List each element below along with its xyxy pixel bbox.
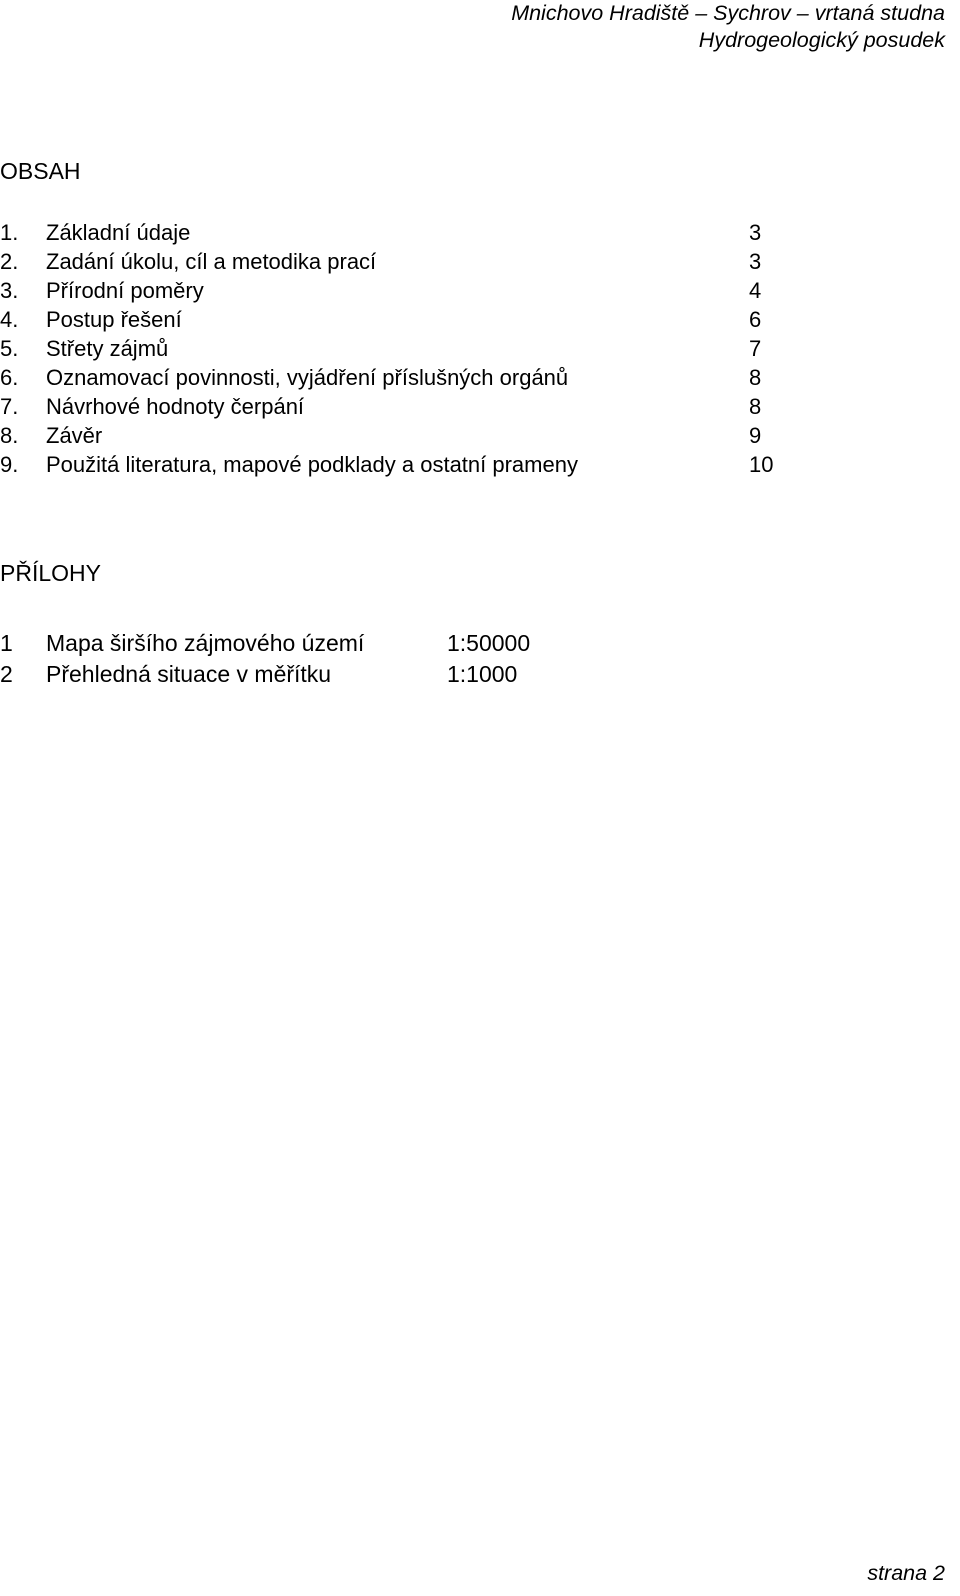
- appendices-title: PŘÍLOHY: [0, 560, 101, 586]
- appendices-list: [0, 628, 600, 690]
- header-subtitle: Hydrogeologický posudek: [698, 28, 945, 52]
- toc-item: [0, 392, 780, 421]
- toc-item-number: 7.: [0, 394, 19, 419]
- toc-item: [0, 305, 780, 334]
- toc-item: [0, 334, 780, 363]
- toc-item-page: 8: [749, 394, 762, 419]
- toc-item: [0, 363, 780, 392]
- appendix-scale: 1:50000: [447, 630, 531, 656]
- toc-item-page: 10: [749, 452, 774, 477]
- appendix-number: 1: [0, 630, 13, 656]
- page-number: strana 2: [867, 1561, 945, 1585]
- appendix-label: Přehledná situace v měřítku: [46, 661, 332, 687]
- toc-item: [0, 276, 780, 305]
- toc-item-page: 9: [749, 423, 762, 448]
- contents-title: OBSAH: [0, 158, 81, 184]
- table-of-contents: [0, 218, 780, 479]
- toc-item-label: Oznamovací povinnosti, vyjádření příslušných orgánů: [46, 365, 569, 390]
- toc-item-label: Závěr: [46, 423, 103, 448]
- toc-item-label: Přírodní poměry: [46, 278, 204, 303]
- toc-item-number: 5.: [0, 336, 19, 361]
- toc-item-page: 3: [749, 220, 762, 245]
- toc-item-page: 3: [749, 249, 762, 274]
- toc-item-number: 2.: [0, 249, 19, 274]
- appendix-item: [0, 628, 600, 659]
- appendix-number: 2: [0, 661, 13, 687]
- toc-item: [0, 421, 780, 450]
- toc-item-label: Postup řešení: [46, 307, 182, 332]
- toc-item: [0, 450, 780, 479]
- header-title: Mnichovo Hradiště – Sychrov – vrtaná studna: [511, 1, 945, 25]
- appendix-item: [0, 659, 600, 690]
- toc-item-number: 8.: [0, 423, 19, 448]
- appendix-scale: 1:1000: [447, 661, 518, 687]
- toc-item-page: 6: [749, 307, 762, 332]
- toc-item-label: Návrhové hodnoty čerpání: [46, 394, 305, 419]
- document-header: [511, 0, 945, 54]
- toc-item-number: 3.: [0, 278, 19, 303]
- toc-item-label: Použitá literatura, mapové podklady a ostatní prameny: [46, 452, 578, 477]
- toc-item-number: 1.: [0, 220, 19, 245]
- toc-item-number: 4.: [0, 307, 19, 332]
- toc-item: [0, 247, 780, 276]
- toc-item-label: Základní údaje: [46, 220, 191, 245]
- toc-item-page: 4: [749, 278, 762, 303]
- toc-item: [0, 218, 780, 247]
- toc-item-page: 7: [749, 336, 762, 361]
- toc-item-number: 9.: [0, 452, 19, 477]
- toc-item-number: 6.: [0, 365, 19, 390]
- toc-item-label: Střety zájmů: [46, 336, 169, 361]
- toc-item-label: Zadání úkolu, cíl a metodika prací: [46, 249, 377, 274]
- toc-item-page: 8: [749, 365, 762, 390]
- appendix-label: Mapa širšího zájmového území: [46, 630, 365, 656]
